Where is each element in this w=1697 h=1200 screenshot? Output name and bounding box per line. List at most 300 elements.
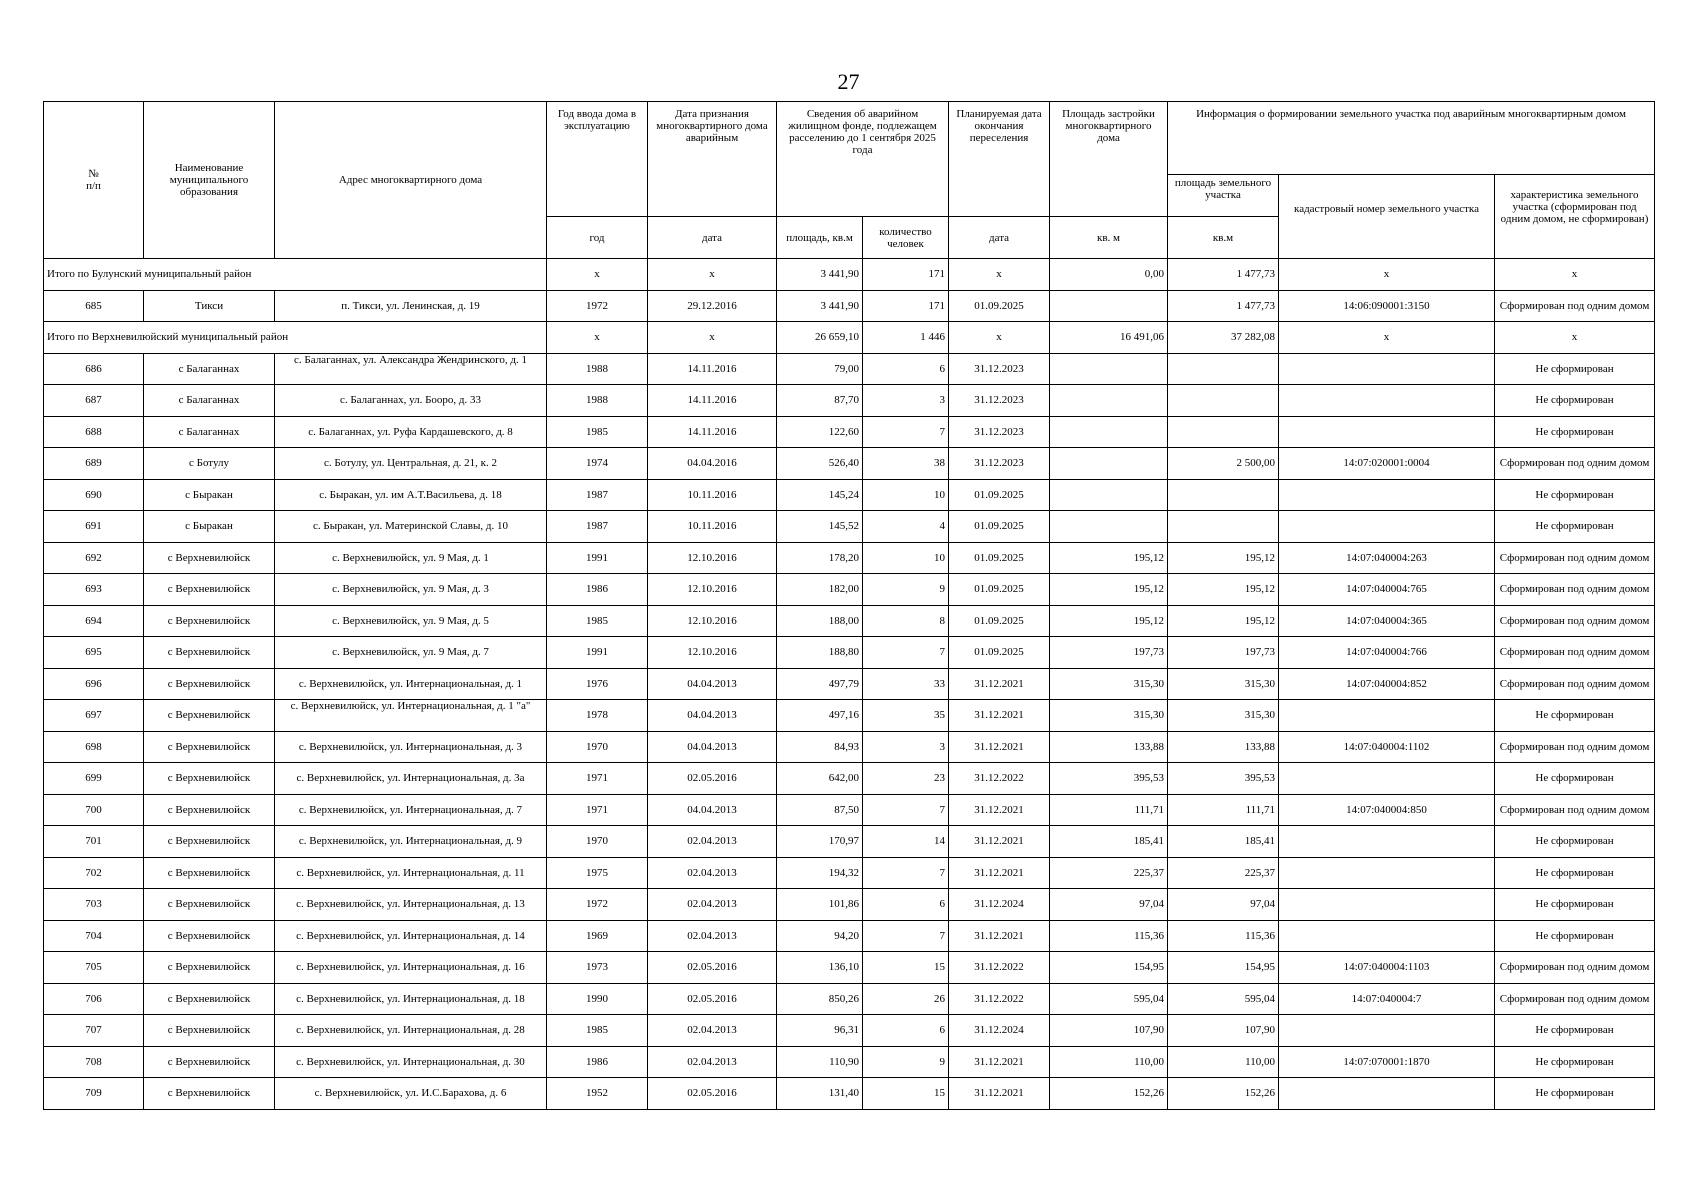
cell-address: с. Верхневилюйск, ул. Интернациональная, д. 9: [275, 826, 547, 858]
cell-characteristic: Не сформирован: [1495, 920, 1655, 952]
table-row: [44, 637, 1655, 669]
cell-land-area: 197,73: [1168, 637, 1279, 669]
table-row: [44, 448, 1655, 480]
cell-year: 1991: [547, 542, 648, 574]
cell-characteristic: Не сформирован: [1495, 479, 1655, 511]
header-unit-year: год: [547, 217, 648, 259]
cell-built-area: 225,37: [1050, 857, 1168, 889]
cell-characteristic: х: [1495, 259, 1655, 291]
cell-date: 02.05.2016: [648, 763, 777, 795]
cell-municipality: с Балаганнах: [144, 385, 275, 417]
cell-address: с. Верхневилюйск, ул. Интернациональная, д. 1: [275, 668, 547, 700]
cell-cadastral: [1279, 763, 1495, 795]
cell-year: 1991: [547, 637, 648, 669]
cell-characteristic: Сформирован под одним домом: [1495, 637, 1655, 669]
header-year: Год ввода дома в эксплуатацию: [547, 102, 648, 217]
cell-planned-date: 01.09.2025: [949, 637, 1050, 669]
table-row: [44, 542, 1655, 574]
table-row: [44, 857, 1655, 889]
cell-characteristic: Сформирован под одним домом: [1495, 542, 1655, 574]
cell-area: 850,26: [777, 983, 863, 1015]
table-row: [44, 920, 1655, 952]
cell-date: 14.11.2016: [648, 385, 777, 417]
cell-area: 122,60: [777, 416, 863, 448]
cell-planned-date: 31.12.2023: [949, 385, 1050, 417]
cell-built-area: 133,88: [1050, 731, 1168, 763]
cell-num: 698: [44, 731, 144, 763]
cell-year: 1986: [547, 574, 648, 606]
cell-date: 12.10.2016: [648, 574, 777, 606]
cell-planned-date: 01.09.2025: [949, 511, 1050, 543]
cell-area: 497,16: [777, 700, 863, 732]
table-row: [44, 700, 1655, 732]
cell-municipality: с Верхневилюйск: [144, 952, 275, 984]
cell-area: 497,79: [777, 668, 863, 700]
cell-address: с. Быракан, ул. Материнской Славы, д. 10: [275, 511, 547, 543]
cell-land-area: 152,26: [1168, 1078, 1279, 1110]
cell-area: 178,20: [777, 542, 863, 574]
cell-land-area: 115,36: [1168, 920, 1279, 952]
cell-cadastral: [1279, 889, 1495, 921]
cell-year: 1971: [547, 794, 648, 826]
cell-area: 642,00: [777, 763, 863, 795]
cell-built-area: 154,95: [1050, 952, 1168, 984]
cell-address: с. Верхневилюйск, ул. Интернациональная, д. 28: [275, 1015, 547, 1047]
cell-land-area: 195,12: [1168, 542, 1279, 574]
table-row: [44, 479, 1655, 511]
cell-planned-date: 01.09.2025: [949, 290, 1050, 322]
table-row: [44, 763, 1655, 795]
cell-year: 1987: [547, 511, 648, 543]
table-row: [44, 511, 1655, 543]
cell-address: с. Верхневилюйск, ул. Интернациональная, д. 18: [275, 983, 547, 1015]
total-label: Итого по Верхневилюйский муниципальный район: [44, 322, 547, 354]
table-body: [44, 259, 1655, 1110]
header-address: Адрес многоквартирного дома: [275, 102, 547, 259]
cell-area: 84,93: [777, 731, 863, 763]
cell-characteristic: Не сформирован: [1495, 857, 1655, 889]
table-row: [44, 952, 1655, 984]
cell-date: 04.04.2013: [648, 700, 777, 732]
header-characteristic: характеристика земельного участка (сформирован под одним домом, не сформирован): [1495, 175, 1655, 259]
cell-planned-date: 31.12.2023: [949, 448, 1050, 480]
cell-num: 697: [44, 700, 144, 732]
cell-built-area: [1050, 479, 1168, 511]
cell-date: 10.11.2016: [648, 479, 777, 511]
cell-num: 694: [44, 605, 144, 637]
cell-land-area: [1168, 385, 1279, 417]
cell-year: 1971: [547, 763, 648, 795]
cell-address: с. Верхневилюйск, ул. Интернациональная, д. 30: [275, 1046, 547, 1078]
cell-year: 1985: [547, 416, 648, 448]
cell-year: 1976: [547, 668, 648, 700]
cell-area: 145,24: [777, 479, 863, 511]
cell-address: с. Верхневилюйск, ул. 9 Мая, д. 7: [275, 637, 547, 669]
cell-planned-date: 31.12.2021: [949, 1078, 1050, 1110]
cell-date: 02.04.2013: [648, 1015, 777, 1047]
cell-people: 26: [863, 983, 949, 1015]
cell-planned-date: 01.09.2025: [949, 479, 1050, 511]
cell-built-area: [1050, 416, 1168, 448]
cell-municipality: с Верхневилюйск: [144, 700, 275, 732]
cell-people: 6: [863, 889, 949, 921]
cell-date: 14.11.2016: [648, 416, 777, 448]
cell-people: 9: [863, 1046, 949, 1078]
cell-date: 10.11.2016: [648, 511, 777, 543]
cell-people: 9: [863, 574, 949, 606]
cell-characteristic: Не сформирован: [1495, 511, 1655, 543]
cell-cadastral: 14:06:090001:3150: [1279, 290, 1495, 322]
header-num: № п/п: [44, 102, 144, 259]
cell-cadastral: 14:07:040004:1102: [1279, 731, 1495, 763]
header-unit-date2: дата: [949, 217, 1050, 259]
cell-built-area: 115,36: [1050, 920, 1168, 952]
cell-built-area: 185,41: [1050, 826, 1168, 858]
cell-land-area: 111,71: [1168, 794, 1279, 826]
header-unit-sqm: кв. м: [1050, 217, 1168, 259]
cell-people: 6: [863, 1015, 949, 1047]
cell-address: с. Верхневилюйск, ул. Интернациональная, д. 3: [275, 731, 547, 763]
cell-characteristic: Не сформирован: [1495, 385, 1655, 417]
cell-cadastral: 14:07:040004:850: [1279, 794, 1495, 826]
cell-num: 705: [44, 952, 144, 984]
cell-address: п. Тикси, ул. Ленинская, д. 19: [275, 290, 547, 322]
cell-num: 699: [44, 763, 144, 795]
cell-built-area: 197,73: [1050, 637, 1168, 669]
cell-planned-date: 31.12.2022: [949, 952, 1050, 984]
cell-area: 136,10: [777, 952, 863, 984]
cell-people: 3: [863, 731, 949, 763]
cell-land-area: 315,30: [1168, 668, 1279, 700]
cell-num: 690: [44, 479, 144, 511]
cell-people: 4: [863, 511, 949, 543]
cell-land-area: 37 282,08: [1168, 322, 1279, 354]
cell-land-area: 107,90: [1168, 1015, 1279, 1047]
cell-characteristic: Сформирован под одним домом: [1495, 605, 1655, 637]
cell-people: 1 446: [863, 322, 949, 354]
header-unit-date: дата: [648, 217, 777, 259]
cell-year: 1985: [547, 605, 648, 637]
cell-cadastral: х: [1279, 259, 1495, 291]
cell-year: х: [547, 259, 648, 291]
cell-date: х: [648, 259, 777, 291]
cell-built-area: 107,90: [1050, 1015, 1168, 1047]
cell-built-area: 152,26: [1050, 1078, 1168, 1110]
cell-municipality: с Верхневилюйск: [144, 574, 275, 606]
cell-people: 33: [863, 668, 949, 700]
cell-address: с. Верхневилюйск, ул. Интернациональная, д. 11: [275, 857, 547, 889]
cell-municipality: с Верхневилюйск: [144, 983, 275, 1015]
cell-cadastral: 14:07:040004:263: [1279, 542, 1495, 574]
cell-date: 02.05.2016: [648, 1078, 777, 1110]
cell-cadastral: [1279, 826, 1495, 858]
cell-area: 188,80: [777, 637, 863, 669]
cell-municipality: с Верхневилюйск: [144, 763, 275, 795]
cell-cadastral: 14:07:020001:0004: [1279, 448, 1495, 480]
cell-date: 12.10.2016: [648, 605, 777, 637]
header-cadastral: кадастровый номер земельного участка: [1279, 175, 1495, 259]
cell-date: 12.10.2016: [648, 542, 777, 574]
table-row: [44, 826, 1655, 858]
table-row: [44, 290, 1655, 322]
cell-built-area: 315,30: [1050, 700, 1168, 732]
cell-address: с. Верхневилюйск, ул. Интернациональная, д. 16: [275, 952, 547, 984]
cell-municipality: с Верхневилюйск: [144, 1046, 275, 1078]
cell-date: 02.04.2013: [648, 857, 777, 889]
cell-date: 02.04.2013: [648, 826, 777, 858]
cell-land-area: [1168, 511, 1279, 543]
cell-planned-date: 31.12.2023: [949, 416, 1050, 448]
cell-cadastral: [1279, 353, 1495, 385]
cell-area: 131,40: [777, 1078, 863, 1110]
cell-planned-date: 31.12.2021: [949, 731, 1050, 763]
cell-area: 526,40: [777, 448, 863, 480]
cell-characteristic: Не сформирован: [1495, 889, 1655, 921]
cell-municipality: с Верхневилюйск: [144, 920, 275, 952]
cell-built-area: 111,71: [1050, 794, 1168, 826]
page-number: 27: [837, 69, 860, 94]
header-housing-info: Сведения об аварийном жилищном фонде, подлежащем расселению до 1 сентября 2025 года: [777, 102, 949, 217]
cell-cadastral: 14:07:040004:766: [1279, 637, 1495, 669]
cell-land-area: [1168, 353, 1279, 385]
table-row: [44, 1078, 1655, 1110]
cell-date: х: [648, 322, 777, 354]
cell-municipality: с Балаганнах: [144, 416, 275, 448]
header-recognition-date: Дата признания многоквартирного дома аварийным: [648, 102, 777, 217]
cell-num: 687: [44, 385, 144, 417]
cell-address: с. Верхневилюйск, ул. Интернациональная, д. 3а: [275, 763, 547, 795]
cell-area: 110,90: [777, 1046, 863, 1078]
total-row: [44, 322, 1655, 354]
cell-num: 695: [44, 637, 144, 669]
cell-planned-date: 31.12.2021: [949, 794, 1050, 826]
cell-people: 8: [863, 605, 949, 637]
cell-date: 12.10.2016: [648, 637, 777, 669]
cell-built-area: 195,12: [1050, 605, 1168, 637]
cell-land-area: 315,30: [1168, 700, 1279, 732]
cell-municipality: с Балаганнах: [144, 353, 275, 385]
cell-cadastral: 14:07:040004:365: [1279, 605, 1495, 637]
cell-land-area: 154,95: [1168, 952, 1279, 984]
cell-land-area: 110,00: [1168, 1046, 1279, 1078]
cell-num: 689: [44, 448, 144, 480]
cell-land-area: 595,04: [1168, 983, 1279, 1015]
cell-characteristic: Не сформирован: [1495, 763, 1655, 795]
cell-area: 87,70: [777, 385, 863, 417]
cell-land-area: 1 477,73: [1168, 290, 1279, 322]
cell-cadastral: [1279, 511, 1495, 543]
cell-people: 171: [863, 290, 949, 322]
cell-planned-date: 31.12.2021: [949, 920, 1050, 952]
cell-cadastral: [1279, 416, 1495, 448]
cell-area: 194,32: [777, 857, 863, 889]
cell-address: с. Ботулу, ул. Центральная, д. 21, к. 2: [275, 448, 547, 480]
cell-num: 700: [44, 794, 144, 826]
cell-land-area: 395,53: [1168, 763, 1279, 795]
cell-year: 1985: [547, 1015, 648, 1047]
cell-municipality: с Верхневилюйск: [144, 794, 275, 826]
cell-num: 686: [44, 353, 144, 385]
cell-date: 14.11.2016: [648, 353, 777, 385]
cell-land-area: [1168, 479, 1279, 511]
cell-address: с. Балаганнах, ул. Бооро, д. 33: [275, 385, 547, 417]
cell-planned-date: 31.12.2021: [949, 700, 1050, 732]
cell-cadastral: 14:07:070001:1870: [1279, 1046, 1495, 1078]
cell-built-area: 16 491,06: [1050, 322, 1168, 354]
cell-year: 1969: [547, 920, 648, 952]
table-row: [44, 605, 1655, 637]
cell-planned-date: х: [949, 259, 1050, 291]
cell-num: 708: [44, 1046, 144, 1078]
cell-municipality: с Верхневилюйск: [144, 857, 275, 889]
cell-people: 15: [863, 952, 949, 984]
cell-planned-date: х: [949, 322, 1050, 354]
cell-municipality: с Ботулу: [144, 448, 275, 480]
cell-municipality: с Верхневилюйск: [144, 668, 275, 700]
cell-built-area: 395,53: [1050, 763, 1168, 795]
cell-area: 79,00: [777, 353, 863, 385]
cell-land-area: 195,12: [1168, 605, 1279, 637]
cell-address: с. Верхневилюйск, ул. Интернациональная, д. 7: [275, 794, 547, 826]
cell-year: 1972: [547, 290, 648, 322]
cell-area: 3 441,90: [777, 290, 863, 322]
cell-year: 1978: [547, 700, 648, 732]
cell-characteristic: Не сформирован: [1495, 700, 1655, 732]
cell-address: с. Балаганнах, ул. Александра Жендринского, д. 1: [275, 353, 547, 385]
cell-address: с. Быракан, ул. им А.Т.Васильева, д. 18: [275, 479, 547, 511]
table-row: [44, 574, 1655, 606]
cell-planned-date: 01.09.2025: [949, 574, 1050, 606]
cell-area: 87,50: [777, 794, 863, 826]
cell-cadastral: х: [1279, 322, 1495, 354]
cell-municipality: Тикси: [144, 290, 275, 322]
cell-planned-date: 31.12.2024: [949, 889, 1050, 921]
cell-address: с. Верхневилюйск, ул. Интернациональная, д. 14: [275, 920, 547, 952]
cell-area: 188,00: [777, 605, 863, 637]
cell-date: 02.04.2013: [648, 920, 777, 952]
cell-year: 1990: [547, 983, 648, 1015]
cell-planned-date: 31.12.2024: [949, 1015, 1050, 1047]
cell-area: 145,52: [777, 511, 863, 543]
cell-built-area: 195,12: [1050, 542, 1168, 574]
cell-people: 38: [863, 448, 949, 480]
cell-planned-date: 31.12.2022: [949, 983, 1050, 1015]
cell-cadastral: [1279, 479, 1495, 511]
cell-characteristic: Не сформирован: [1495, 353, 1655, 385]
cell-planned-date: 31.12.2023: [949, 353, 1050, 385]
cell-built-area: [1050, 353, 1168, 385]
cell-characteristic: Сформирован под одним домом: [1495, 290, 1655, 322]
cell-people: 7: [863, 637, 949, 669]
cell-municipality: с Верхневилюйск: [144, 637, 275, 669]
cell-num: 696: [44, 668, 144, 700]
cell-cadastral: [1279, 1078, 1495, 1110]
cell-date: 02.04.2013: [648, 1046, 777, 1078]
cell-people: 15: [863, 1078, 949, 1110]
cell-characteristic: Сформирован под одним домом: [1495, 448, 1655, 480]
cell-date: 02.05.2016: [648, 952, 777, 984]
cell-address: с. Балаганнах, ул. Руфа Кардашевского, д. 8: [275, 416, 547, 448]
cell-address: с. Верхневилюйск, ул. 9 Мая, д. 1: [275, 542, 547, 574]
cell-year: 1973: [547, 952, 648, 984]
cell-people: 3: [863, 385, 949, 417]
cell-land-area: 2 500,00: [1168, 448, 1279, 480]
cell-num: 701: [44, 826, 144, 858]
cell-num: 707: [44, 1015, 144, 1047]
cell-characteristic: Сформирован под одним домом: [1495, 983, 1655, 1015]
cell-area: 170,97: [777, 826, 863, 858]
cell-land-area: 97,04: [1168, 889, 1279, 921]
cell-num: 685: [44, 290, 144, 322]
cell-cadastral: [1279, 385, 1495, 417]
table-row: [44, 983, 1655, 1015]
cell-planned-date: 01.09.2025: [949, 542, 1050, 574]
header-built-area: Площадь застройки многоквартирного дома: [1050, 102, 1168, 217]
cell-year: х: [547, 322, 648, 354]
cell-characteristic: Сформирован под одним домом: [1495, 574, 1655, 606]
cell-area: 94,20: [777, 920, 863, 952]
cell-planned-date: 01.09.2025: [949, 605, 1050, 637]
cell-land-area: 225,37: [1168, 857, 1279, 889]
cell-num: 709: [44, 1078, 144, 1110]
cell-people: 7: [863, 920, 949, 952]
cell-date: 04.04.2016: [648, 448, 777, 480]
header-unit-people: количество человек: [863, 217, 949, 259]
cell-year: 1974: [547, 448, 648, 480]
cell-people: 10: [863, 542, 949, 574]
cell-year: 1988: [547, 385, 648, 417]
table-row: [44, 385, 1655, 417]
cell-people: 7: [863, 794, 949, 826]
cell-municipality: с Верхневилюйск: [144, 542, 275, 574]
total-label: Итого по Булунский муниципальный район: [44, 259, 547, 291]
cell-land-area: [1168, 416, 1279, 448]
cell-area: 26 659,10: [777, 322, 863, 354]
cell-address: с. Верхневилюйск, ул. 9 Мая, д. 3: [275, 574, 547, 606]
cell-people: 7: [863, 857, 949, 889]
cell-people: 10: [863, 479, 949, 511]
table-row: [44, 668, 1655, 700]
cell-municipality: с Быракан: [144, 511, 275, 543]
cell-num: 691: [44, 511, 144, 543]
cell-address: с. Верхневилюйск, ул. И.С.Барахова, д. 6: [275, 1078, 547, 1110]
cell-characteristic: Сформирован под одним домом: [1495, 952, 1655, 984]
cell-num: 702: [44, 857, 144, 889]
cell-date: 04.04.2013: [648, 668, 777, 700]
cell-cadastral: 14:07:040004:852: [1279, 668, 1495, 700]
cell-built-area: 315,30: [1050, 668, 1168, 700]
cell-municipality: с Верхневилюйск: [144, 1015, 275, 1047]
cell-built-area: 195,12: [1050, 574, 1168, 606]
total-row: [44, 259, 1655, 291]
cell-year: 1970: [547, 731, 648, 763]
cell-cadastral: [1279, 857, 1495, 889]
cell-planned-date: 31.12.2021: [949, 857, 1050, 889]
cell-built-area: [1050, 290, 1168, 322]
cell-num: 688: [44, 416, 144, 448]
cell-num: 704: [44, 920, 144, 952]
cell-area: 3 441,90: [777, 259, 863, 291]
cell-cadastral: 14:07:040004:7: [1279, 983, 1495, 1015]
cell-num: 706: [44, 983, 144, 1015]
cell-built-area: [1050, 511, 1168, 543]
cell-characteristic: х: [1495, 322, 1655, 354]
table-row: [44, 889, 1655, 921]
cell-people: 6: [863, 353, 949, 385]
cell-people: 171: [863, 259, 949, 291]
cell-land-area: 133,88: [1168, 731, 1279, 763]
cell-built-area: 97,04: [1050, 889, 1168, 921]
